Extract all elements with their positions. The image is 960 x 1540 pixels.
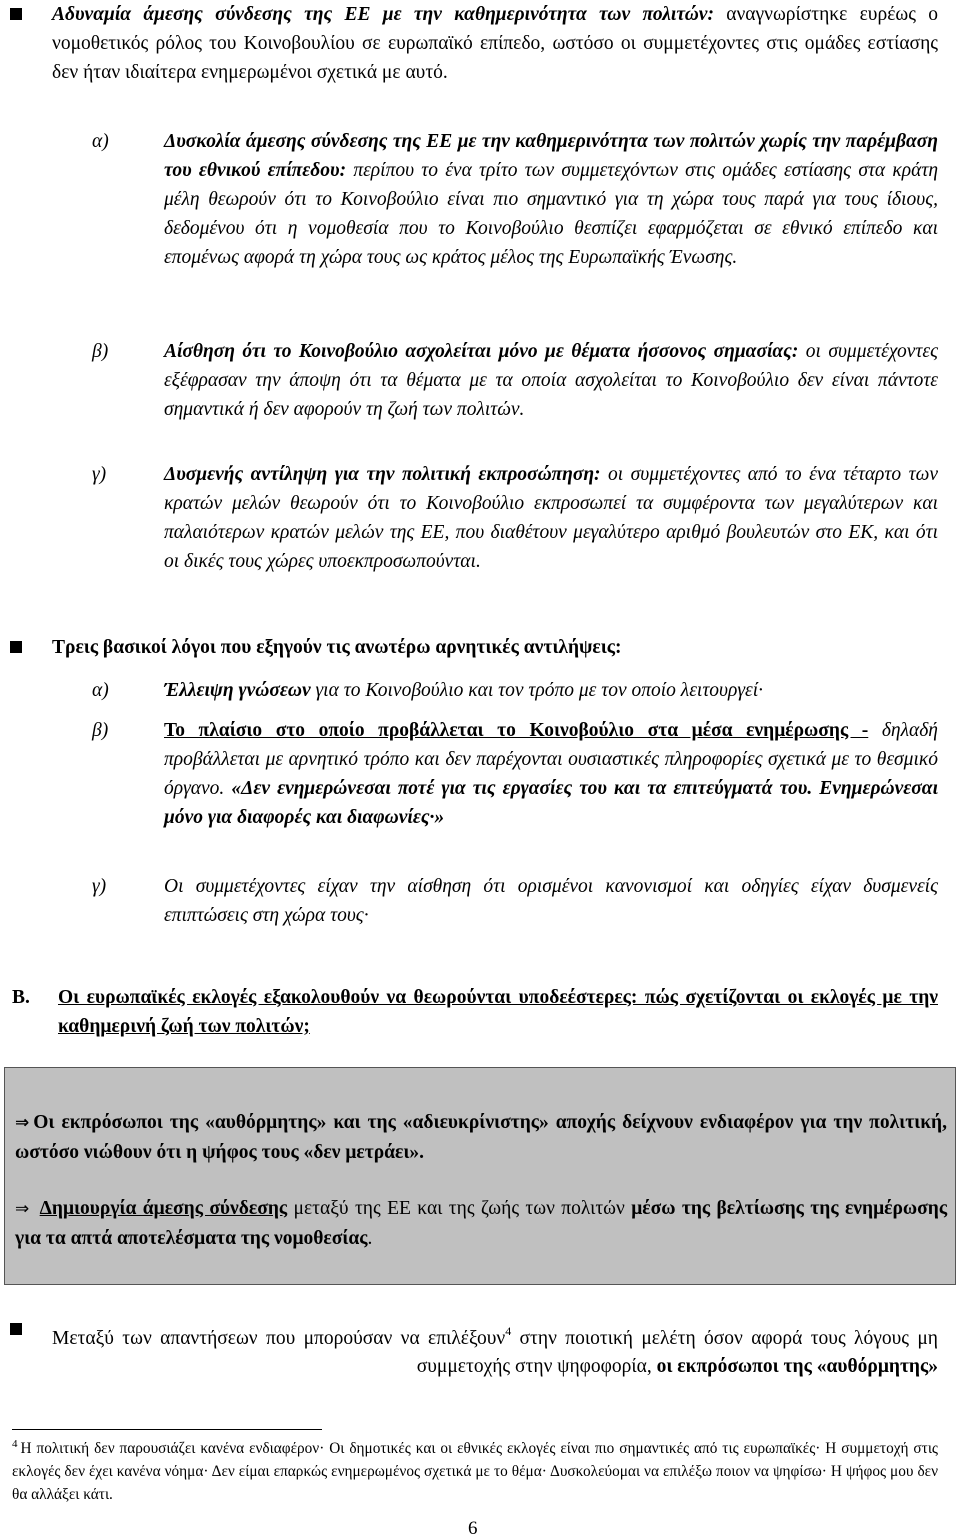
item-label-a: α)	[92, 131, 109, 152]
bullet-2-heading: Τρεις βασικοί λόγοι που εξηγούν τις ανωτέρω αρνητικές αντιλήψεις:	[52, 637, 622, 658]
reason-a-heading: Έλλειψη γνώσεων	[164, 680, 311, 701]
item-b-heading: Αίσθηση ότι το Κοινοβούλιο ασχολείται μόνο με θέματα ήσσονος σημασίας:	[164, 341, 799, 362]
item-c-heading: Δυσμενής αντίληψη για την πολιτική εκπροσώπηση:	[164, 464, 601, 485]
summary-point-2-bold: μέσω της βελτίωσης της ενημέρωσης για τα απτά αποτελέσματα της νομοθεσίας	[15, 1198, 948, 1249]
reason-c-text: Οι συμμετέχοντες είχαν την αίσθηση ότι ορισμένοι κανονισμοί και οδηγίες είχαν δυσμενείς επιπτώσεις στη χώρα τους·	[164, 876, 938, 926]
bullet-1-body: αναγνωρίστηκε ευρέως ο νομοθετικός ρόλος του Κοινοβουλίου σε ευρωπαϊκό επίπεδο, ωστόσο οι συμμετέχοντες στις ομάδες εστίασης δεν ήταν ιδιαίτερα ενημερωμένοι σχετικά με αυτό.	[52, 4, 938, 83]
summary-point-2-lead: Δημιουργία άμεσης σύνδεσης	[39, 1198, 288, 1219]
reason-b-quote: «Δεν ενημερώνεσαι ποτέ για τις εργασίες του και τα επιτεύγματά του. Ενημερώνεσαι μόνο για διαφορές και διαφωνίες·»	[164, 778, 938, 828]
summary-point-1-text: Οι εκπρόσωποι της «αυθόρμητης» και της «αδιευκρίνιστης» αποχής δείχνουν ενδιαφέρον για την πολιτική, ωστόσο νιώθουν ότι η ψήφος τους «δεν μετράει».	[15, 1112, 947, 1163]
summary-box	[4, 1067, 956, 1285]
bullet-3-text-2: στην ποιοτική μελέτη όσον αφορά τους λόγους μη συμμετοχής στην ψηφοφορία,	[416, 1328, 938, 1377]
summary-point-1	[15, 1108, 947, 1167]
item-b-paragraph	[164, 337, 938, 424]
reason-a-text: για το Κοινοβούλιο και τον τρόπο με τον οποίο λειτουργεί·	[315, 680, 764, 701]
reason-a-paragraph	[164, 676, 938, 705]
item-c-paragraph	[164, 460, 938, 576]
item-a-heading: Δυσκολία άμεσης σύνδεσης της ΕΕ με την καθημερινότητα των πολιτών χωρίς την παρέμβαση του εθνικού επίπεδου:	[164, 131, 938, 181]
summary-point-2	[15, 1194, 947, 1253]
arrow-right-icon: ⇒	[15, 1199, 30, 1219]
section-number: Β.	[12, 987, 30, 1008]
bullet-marker	[10, 641, 22, 653]
item-label-c: γ)	[92, 464, 107, 485]
bullet-marker	[10, 8, 22, 20]
reason-b-text: δηλαδή προβάλλεται με αρνητικό τρόπο και δεν παρέχονται ουσιαστικές πληροφορίες σχετικά με το θεσμικό όργανο.	[164, 720, 938, 799]
reason-label-c: γ)	[92, 876, 107, 897]
reason-label-a: α)	[92, 680, 109, 701]
bullet-1-paragraph	[52, 0, 938, 87]
footnote-ref: 4	[505, 1324, 512, 1338]
summary-point-2-text: μεταξύ της ΕΕ και της ζωής των πολιτών	[293, 1198, 625, 1219]
item-a-text: περίπου το ένα τρίτο των συμμετεχόντων στις ομάδες εστίασης στα κράτη μέλη θεωρούν ότι το Κοινοβούλιο είναι πιο σημαντικό για τη χώρα τους παρά για τους ίδιους, δεδομένου ότι η νομοθεσία που το Κοινοβούλιο θεσπίζει εφαρμόζεται σε εθνικό επίπεδο και επομένως αφορά τη χώρα τους ως κράτος μέλος της Ευρωπαϊκής Ένωσης.	[164, 160, 939, 268]
footnote-number: 4	[12, 1438, 18, 1450]
item-b-text: οι συμμετέχοντες εξέφρασαν την άποψη ότι τα θέματα με τα οποία ασχολείται το Κοινοβούλιο δεν είναι πάντοτε σημαντικά ή δεν αφορούν τη ζωή των πολιτών.	[164, 341, 939, 420]
bullet-3-bold: οι εκπρόσωποι της «αυθόρμητης»	[656, 1356, 938, 1377]
section-title: Οι ευρωπαϊκές εκλογές εξακολουθούν να θεωρούνται υποδεέστερες: πώς σχετίζονται οι εκλογές με την καθημερινή ζωή των πολιτών;	[58, 987, 938, 1037]
summary-point-2-end: .	[367, 1228, 373, 1249]
reason-label-b: β)	[92, 720, 109, 741]
reason-b-heading: Το πλαίσιο στο οποίο προβάλλεται το Κοινοβούλιο στα μέσα ενημέρωσης -	[164, 720, 869, 741]
bullet-3-paragraph	[52, 1317, 938, 1381]
footnote-text: Η πολιτική δεν παρουσιάζει κανένα ενδιαφέρον· Οι δημοτικές και οι εθνικές εκλογές είναι πιο σημαντικές από τις ευρωπαϊκές· Η συμμετοχή στις εκλογές δεν έχει κανένα νόημα· Δεν είμαι επαρκώς ενημερωμένος σχετικά με το θέμα· Δυσκολεύομαι να επιλέξω ποιον να ψηφίσω· Η ψήφος μου δεν θα αλλάξει κάτι.	[12, 1440, 938, 1503]
page-number: 6	[468, 1518, 478, 1539]
bullet-marker	[10, 1323, 22, 1335]
item-c-text: οι συμμετέχοντες από το ένα τέταρτο των κρατών μελών θεωρούν ότι το Κοινοβούλιο εκπροσωπεί τα συμφέροντα των μεγαλύτερων και παλαιότερων κρατών μελών της ΕΕ, που διαθέτουν μεγαλύτερο αριθμό βουλευτών στο ΕΚ, και ότι οι δικές τους χώρες υποεκπροσωπούνται.	[164, 464, 939, 572]
footnote	[12, 1433, 938, 1506]
bullet-3-text: Μεταξύ των απαντήσεων που μπορούσαν να επιλέξουν	[52, 1328, 506, 1349]
item-label-b: β)	[92, 341, 109, 362]
bullet-1-heading: Αδυναμία άμεσης σύνδεσης της ΕΕ με την καθημερινότητα των πολιτών:	[52, 4, 714, 25]
arrow-right-icon: ⇒	[15, 1113, 30, 1133]
item-a-paragraph	[164, 127, 938, 272]
reason-b-paragraph	[164, 716, 938, 832]
footnote-rule	[12, 1429, 322, 1430]
